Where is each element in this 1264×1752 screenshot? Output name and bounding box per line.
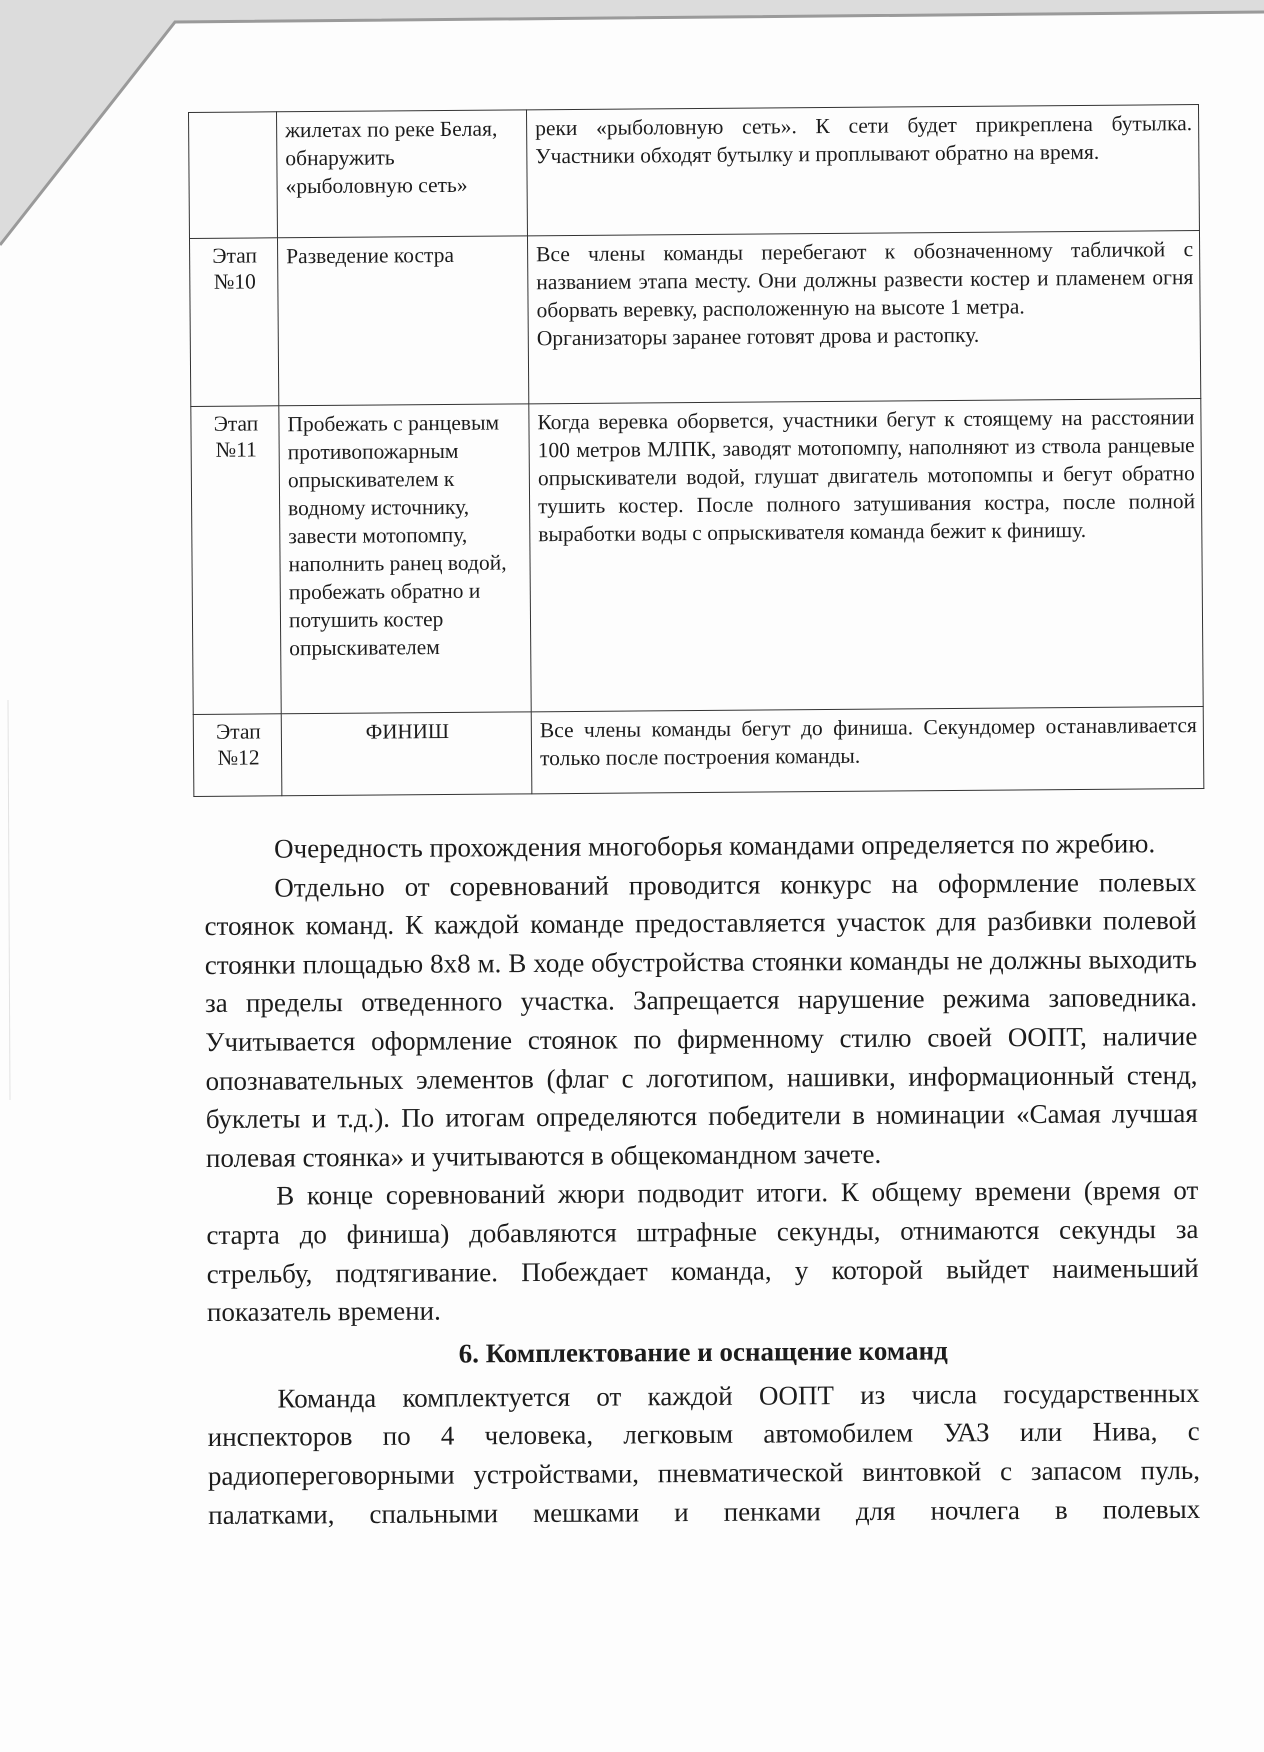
description-text: Все члены команды перебегают к обозначенному табличкой с названием этапа месту. Они должны развести костер и пламенем огня оборвать веревку, расположенную на высоте 1 метра. (536, 237, 1194, 323)
stage-task: жилетах по реке Белая, обнаружить «рыболовную сеть» (277, 110, 528, 238)
table-row (191, 399, 1203, 715)
table-row (189, 231, 1200, 407)
stage-description (527, 231, 1200, 404)
paragraph-team-composition: Команда комплектуется от каждой ООПТ из числа государственных инспекторов по 4 человека, легковым автомобилем УАЗ или Нива, с радиопереговорными устройствами, пневматической винтовкой с запасом пуль, палатками, спальными мешками и пенками для ночлега в полевых (207, 1377, 1201, 1530)
description-text: Организаторы заранее готовят дрова и растопку. (536, 322, 980, 351)
section-title: 6. Комплектование и оснащение команд (458, 1335, 948, 1369)
stage-number (189, 112, 278, 239)
description-text: Все члены команды бегут до финиша. Секундомер останавливается только после построения команды. (539, 713, 1197, 771)
stage-number: Этап №12 (193, 714, 282, 797)
stage-description (526, 105, 1199, 236)
stage-task: ФИНИШ (281, 712, 532, 796)
paragraph-results: В конце соревнований жюри подводит итоги. К общему времени (время от старта до финиша) добавляются штрафные секунды, отнимаются секунды за стрельбу, подтягивание. Побеждает команда, у которой выйдет наименьший показатель времени. (206, 1175, 1199, 1328)
stage-description (531, 707, 1204, 794)
stage-task: Пробежать с ранцевым противопожарным опрыскивателем к водному источнику, завести мотопомпу, наполнить ранец водой, пробежать обратно и потушить костер опрыскивателем (279, 404, 531, 714)
description-text: реки «рыболовную сеть». К сети будет прикреплена бутылка. Участники обходят бутылку и проплывают обратно на время. (535, 111, 1193, 169)
stages-table (188, 104, 1204, 797)
table-row (193, 707, 1204, 797)
table-row (189, 105, 1200, 239)
stage-description (529, 399, 1203, 712)
paragraph-order: Очередность прохождения многоборья командами определяется по жребию. (274, 828, 1156, 864)
description-text: Когда веревка оборвется, участники бегут к стоящему на расстоянии 100 метров МЛПК, заводят мотопомпу, наполняют из ствола ранцевые опрыскиватели водой, глушат двигатель мотопомпы и бегут обратно тушить костер. После полного затушивания костра, после полной выработки воды с опрыскивателя команда бежит к финишу. (537, 405, 1196, 547)
stage-number: Этап №10 (189, 238, 278, 407)
paragraph-camp-contest: Отдельно от соревнований проводится конкурс на оформление полевых стоянок команд. К каждой команде предоставляется участок для разбивки полевой стоянки площадью 8х8 м. В ходе обустройства стоянки команды не должны выходить за пределы отведенного участка. Запрещается нарушение режима заповедника. Учитывается оформление стоянок по фирменному стилю своей ООПТ, наличие опознавательных элементов (флаг с логотипом, нашивки, информационный стенд, буклеты и т.д.). По итогам определяются победители в номинации «Самая лучшая полевая стоянка» и учитываются в общекомандном зачете. (204, 866, 1198, 1173)
stage-task: Разведение костра (277, 236, 528, 406)
document-body (204, 824, 1200, 1534)
stage-number: Этап №11 (191, 406, 281, 715)
